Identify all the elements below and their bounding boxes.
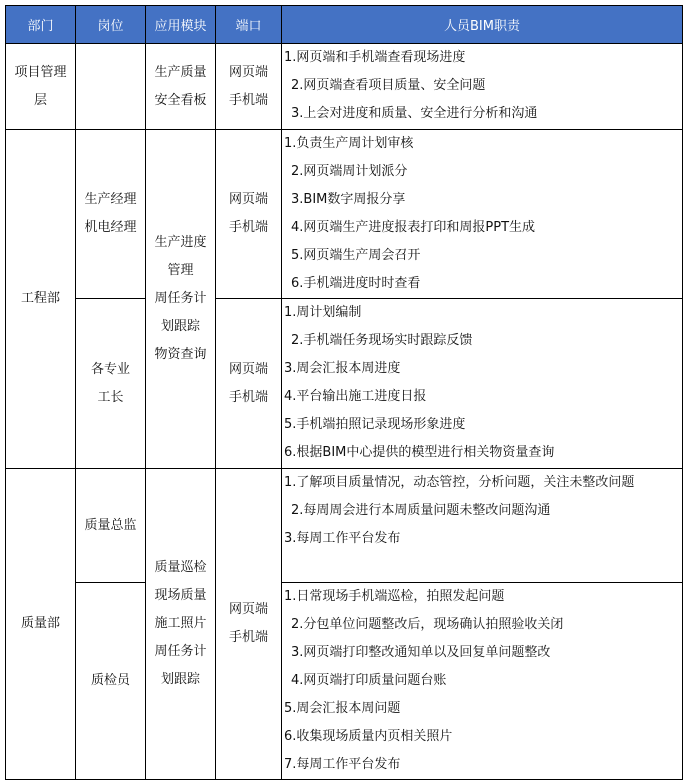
duty-cell — [282, 44, 683, 130]
duty-cell — [282, 299, 683, 469]
duty-item: 2.网页端查看项目质量、安全问题 — [291, 78, 486, 93]
header-row — [6, 6, 683, 44]
duty-item: 6.手机端进度时时查看 — [291, 276, 421, 291]
duty-item: 2.分包单位问题整改后，现场确认拍照验收关闭 — [291, 617, 564, 632]
duty-item: 4.平台输出施工进度日报 — [284, 389, 427, 404]
duty-item: 3.网页端打印整改通知单以及回复单问题整改 — [291, 645, 551, 660]
duty-item: 3.周会汇报本周进度 — [284, 361, 401, 376]
role-cell: 生产经理 机电经理 — [76, 130, 146, 299]
port-cell: 网页端 手机端 — [216, 469, 282, 780]
table-row — [6, 583, 683, 780]
duty-item: 5.周会汇报本周问题 — [284, 701, 401, 716]
dept-cell: 工程部 — [6, 130, 76, 469]
header-port: 端口 — [216, 6, 282, 44]
port-cell: 网页端 手机端 — [216, 130, 282, 299]
module-cell: 生产质量 安全看板 — [146, 44, 216, 130]
duty-cell — [282, 469, 683, 583]
role-cell: 质检员 — [76, 583, 146, 780]
duty-item: 7.每周工作平台发布 — [284, 757, 401, 772]
duty-item: 4.网页端打印质量问题台账 — [291, 673, 447, 688]
table-row — [6, 44, 683, 130]
duty-item: 1.网页端和手机端查看现场进度 — [284, 50, 466, 65]
duty-item: 1.了解项目质量情况，动态管控，分析问题，关注未整改问题 — [284, 475, 635, 490]
role-cell: 质量总监 — [76, 469, 146, 583]
table-row — [6, 469, 683, 583]
module-cell: 质量巡检 现场质量 施工照片 周任务计 划跟踪 — [146, 469, 216, 780]
duty-item: 1.周计划编制 — [284, 305, 362, 320]
bim-duty-table — [5, 5, 683, 780]
duty-item: 5.网页端生产周会召开 — [291, 248, 421, 263]
port-cell: 网页端 手机端 — [216, 44, 282, 130]
duty-item: 3.上会对进度和质量、安全进行分析和沟通 — [291, 106, 538, 121]
duty-item: 2.网页端周计划派分 — [291, 164, 408, 179]
duty-item: 6.收集现场质量内页相关照片 — [284, 729, 453, 744]
table-row — [6, 299, 683, 469]
duty-item: 2.手机端任务现场实时跟踪反馈 — [291, 333, 473, 348]
duty-item: 4.网页端生产进度报表打印和周报PPT生成 — [291, 220, 536, 235]
duty-item: 5.手机端拍照记录现场形象进度 — [284, 417, 466, 432]
port-cell: 网页端 手机端 — [216, 299, 282, 469]
header-duty: 人员BIM职责 — [282, 6, 683, 44]
duty-item: 1.负责生产周计划审核 — [284, 136, 414, 151]
duty-item: 3.BIM数字周报分享 — [291, 192, 406, 207]
dept-cell: 质量部 — [6, 469, 76, 780]
duty-cell — [282, 130, 683, 299]
dept-cell: 项目管理 层 — [6, 44, 76, 130]
module-cell: 生产进度 管理 周任务计 划跟踪 物资查询 — [146, 130, 216, 469]
duty-cell — [282, 583, 683, 780]
header-role: 岗位 — [76, 6, 146, 44]
role-cell — [76, 44, 146, 130]
duty-item: 3.每周工作平台发布 — [284, 531, 401, 546]
duty-item: 1.日常现场手机端巡检，拍照发起问题 — [284, 589, 505, 604]
header-dept: 部门 — [6, 6, 76, 44]
role-cell: 各专业 工长 — [76, 299, 146, 469]
duty-item: 2.每周周会进行本周质量问题未整改问题沟通 — [291, 503, 551, 518]
header-module: 应用模块 — [146, 6, 216, 44]
duty-item: 6.根据BIM中心提供的模型进行相关物资量查询 — [284, 445, 555, 460]
table-row — [6, 130, 683, 299]
